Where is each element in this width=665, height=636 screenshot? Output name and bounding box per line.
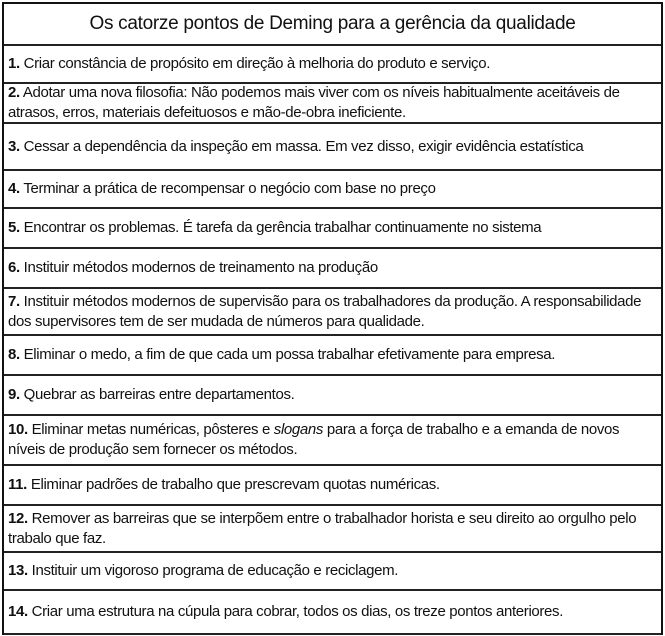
point-number: 8. bbox=[8, 346, 20, 363]
point-description: Instituir um vigoroso programa de educação e reciclagem. bbox=[31, 562, 399, 579]
point-number: 14. bbox=[8, 603, 28, 620]
point-text bbox=[8, 602, 563, 622]
point-text bbox=[8, 292, 657, 332]
point-description: Eliminar padrões de trabalho que prescrevam quotas numéricas. bbox=[30, 476, 440, 493]
point-text bbox=[8, 179, 436, 199]
table-row bbox=[4, 591, 661, 635]
point-text bbox=[8, 54, 490, 74]
point-number: 3. bbox=[8, 137, 20, 155]
table-row bbox=[4, 171, 661, 209]
point-text bbox=[8, 83, 657, 123]
point-description: Cessar a dependência da inspeção em massa. Em vez disso, exigir evidência estatística bbox=[23, 137, 584, 155]
italic-term: slogans bbox=[273, 421, 324, 438]
point-text bbox=[8, 475, 440, 495]
deming-points-table bbox=[2, 2, 663, 635]
table-row bbox=[4, 84, 661, 124]
point-description: Instituir métodos modernos de supervisão para os trabalhadores da produção. A responsabilidade dos supervisores tem de ser mudada de números para qualidade. bbox=[8, 292, 642, 330]
point-description: Criar constância de propósito em direção à melhoria do produto e serviço. bbox=[23, 55, 491, 72]
table-row bbox=[4, 336, 661, 376]
point-description: Terminar a prática de recompensar o negócio com base no preço bbox=[23, 180, 436, 197]
point-description: Instituir métodos modernos de treinamento na produção bbox=[23, 259, 378, 276]
point-description: Criar uma estrutura na cúpula para cobrar, todos os dias, os treze pontos anteriores. bbox=[31, 603, 564, 620]
point-number: 5. bbox=[8, 219, 20, 236]
point-text bbox=[8, 509, 657, 549]
point-description: Eliminar metas numéricas, pôsteres e bbox=[31, 421, 274, 438]
table-row bbox=[4, 506, 661, 553]
point-description-continued: para a força de trabalho e a emanda de novos níveis de produção sem fornecer os métodos. bbox=[8, 421, 620, 458]
point-text bbox=[8, 345, 555, 365]
point-description: Remover as barreiras que se interpõem entre o trabalhador horista e seu direito ao orgulho pelo trabalo que faz. bbox=[8, 509, 637, 547]
table-row bbox=[4, 249, 661, 289]
point-number: 9. bbox=[8, 386, 20, 403]
point-description: Eliminar o medo, a fim de que cada um possa trabalhar efetivamente para empresa. bbox=[23, 346, 556, 363]
point-number: 11. bbox=[8, 476, 27, 493]
table-row bbox=[4, 209, 661, 249]
point-description: Quebrar as barreiras entre departamentos. bbox=[23, 386, 295, 403]
point-text bbox=[8, 561, 398, 581]
point-number: 1. bbox=[8, 55, 20, 72]
point-number: 4. bbox=[8, 180, 20, 197]
table-row bbox=[4, 466, 661, 506]
table-row bbox=[4, 289, 661, 336]
point-text bbox=[8, 258, 378, 278]
point-number: 6. bbox=[8, 259, 20, 276]
point-text bbox=[8, 385, 294, 405]
point-text bbox=[8, 137, 583, 157]
point-number: 12. bbox=[8, 509, 28, 527]
point-number: 10. bbox=[8, 421, 28, 438]
table-row bbox=[4, 553, 661, 591]
point-text bbox=[8, 420, 657, 460]
table-row bbox=[4, 124, 661, 171]
point-number: 7. bbox=[8, 292, 20, 310]
point-text bbox=[8, 218, 541, 238]
table-row bbox=[4, 46, 661, 84]
table-row bbox=[4, 416, 661, 466]
table-title: Os catorze pontos de Deming para a gerência da qualidade bbox=[4, 4, 661, 46]
point-description: Encontrar os problemas. É tarefa da gerência trabalhar continuamente no sistema bbox=[23, 219, 542, 236]
point-description: Adotar uma nova filosofia: Não podemos mais viver com os níveis habitualmente aceitáveis de atrasos, erros, materiais defeituosos e mão-de-obra ineficiente. bbox=[8, 84, 620, 121]
table-row bbox=[4, 376, 661, 416]
point-number: 13. bbox=[8, 562, 28, 579]
table-rows bbox=[4, 46, 661, 635]
point-number: 2. bbox=[8, 84, 20, 101]
